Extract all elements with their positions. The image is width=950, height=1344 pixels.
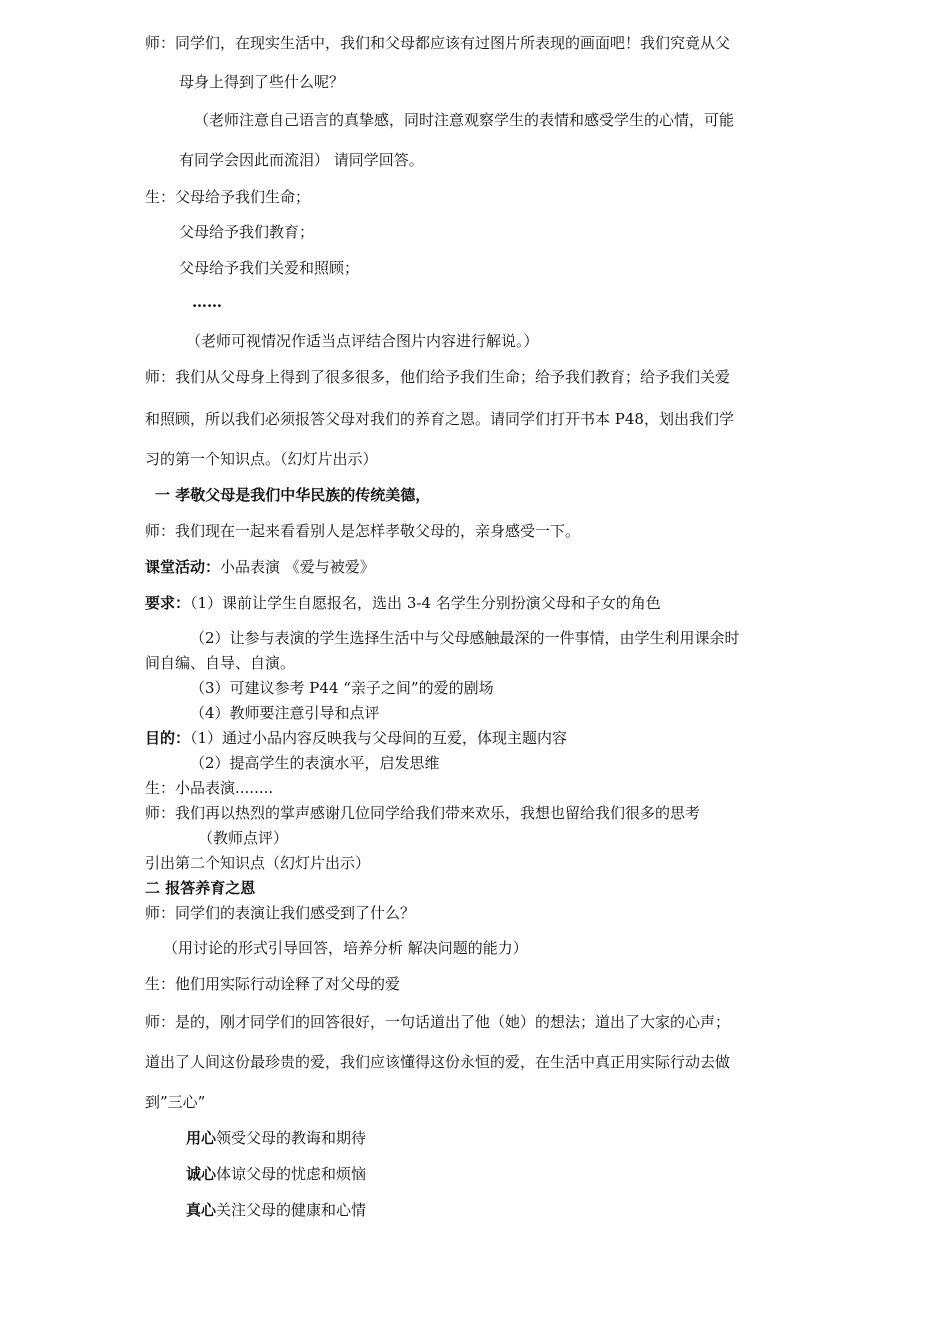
activity-label: 课堂活动： bbox=[145, 558, 221, 576]
paragraph-line: 师：我们现在一起来看看别人是怎样孝敬父母的，亲身感受一下。 bbox=[145, 522, 581, 540]
paragraph-line: 生：小品表演........ bbox=[145, 779, 274, 797]
heart-label: 诚心 bbox=[186, 1165, 217, 1183]
heart-text: 领受父母的教诲和期待 bbox=[216, 1129, 367, 1147]
paragraph-line: 父母给予我们教育； bbox=[179, 223, 315, 241]
paragraph-line: 师：我们再以热烈的掌声感谢几位同学给我们带来欢乐，我想也留给我们很多的思考 bbox=[145, 804, 701, 822]
paragraph-line: （教师点评） bbox=[198, 829, 289, 847]
paragraph-line: （2）提高学生的表演水平，启发思维 bbox=[190, 754, 440, 772]
paragraph-line: 到”三心” bbox=[145, 1093, 206, 1111]
paragraph-line: （老师注意自己语言的真挚感，同时注意观察学生的表情和感受学生的心情，可能 bbox=[194, 111, 735, 129]
paragraph-line: 生：他们用实际行动诠释了对父母的爱 bbox=[145, 975, 401, 993]
activity-line bbox=[145, 557, 375, 577]
paragraph-line: 引出第二个知识点（幻灯片出示） bbox=[145, 854, 371, 872]
heart-text: 关注父母的健康和心情 bbox=[216, 1201, 367, 1219]
paragraph-line: 师：同学们的表演让我们感受到了什么？ bbox=[145, 904, 416, 922]
paragraph-line: 师：是的，刚才同学们的回答很好，一句话道出了他（她）的想法；道出了大家的心声； bbox=[145, 1013, 731, 1031]
heart-item bbox=[186, 1200, 366, 1220]
paragraph-line: 有同学会因此而流泪） 请同学回答。 bbox=[179, 151, 424, 169]
purpose-line bbox=[145, 728, 567, 748]
paragraph-line: 和照顾，所以我们必须报答父母对我们的养育之恩。请同学们打开书本 P48，划出我们学 bbox=[145, 410, 734, 428]
requirement-text: （1）课前让学生自愿报名，选出 3-4 名学生分别扮演父母和子女的角色 bbox=[190, 594, 661, 612]
heart-item bbox=[186, 1164, 366, 1184]
paragraph-line: （4）教师要注意引导和点评 bbox=[190, 704, 380, 722]
requirements-label: 要求： bbox=[145, 594, 191, 612]
paragraph-line: 间自编、自导、自演。 bbox=[145, 654, 296, 672]
paragraph-line: 习的第一个知识点。（幻灯片出示） bbox=[145, 450, 378, 468]
paragraph-line: 师：我们从父母身上得到了很多很多，他们给予我们生命；给予我们教育；给予我们关爱 bbox=[145, 368, 731, 386]
paragraph-line: （老师可视情况作适当点评结合图片内容进行解说。） bbox=[186, 332, 539, 350]
purpose-label: 目的： bbox=[145, 729, 191, 747]
heart-label: 真心 bbox=[186, 1201, 217, 1219]
paragraph-line: （3）可建议参考 P44 “亲子之间”的爱的剧场 bbox=[190, 679, 494, 697]
paragraph-line: 父母给予我们关爱和照顾； bbox=[179, 259, 360, 277]
heart-text: 体谅父母的忧虑和烦恼 bbox=[216, 1165, 367, 1183]
heart-label: 用心 bbox=[186, 1129, 217, 1147]
paragraph-line: 师：同学们，在现实生活中，我们和父母都应该有过图片所表现的画面吧！我们究竟从父 bbox=[145, 34, 731, 52]
section-heading: 一 孝敬父母是我们中华民族的传统美德， bbox=[155, 486, 431, 504]
section-heading: 二 报答养育之恩 bbox=[145, 879, 256, 897]
paragraph-line: 生：父母给予我们生命； bbox=[145, 188, 311, 206]
paragraph-line: 道出了人间这份最珍贵的爱，我们应该懂得这份永恒的爱，在生活中真正用实际行动去做 bbox=[145, 1053, 731, 1071]
heart-item bbox=[186, 1128, 366, 1148]
paragraph-line: 母身上得到了些什么呢？ bbox=[179, 73, 345, 91]
ellipsis-line: …… bbox=[192, 293, 222, 311]
activity-text: 小品表演 《爱与被爱》 bbox=[220, 558, 375, 576]
requirement-line bbox=[145, 593, 661, 613]
paragraph-line: （2）让参与表演的学生选择生活中与父母感触最深的一件事情，由学生利用课余时 bbox=[190, 629, 740, 647]
paragraph-line: （用讨论的形式引导回答，培养分析 解决问题的能力） bbox=[163, 939, 528, 957]
purpose-text: （1）通过小品内容反映我与父母间的互爱，体现主题内容 bbox=[190, 729, 568, 747]
